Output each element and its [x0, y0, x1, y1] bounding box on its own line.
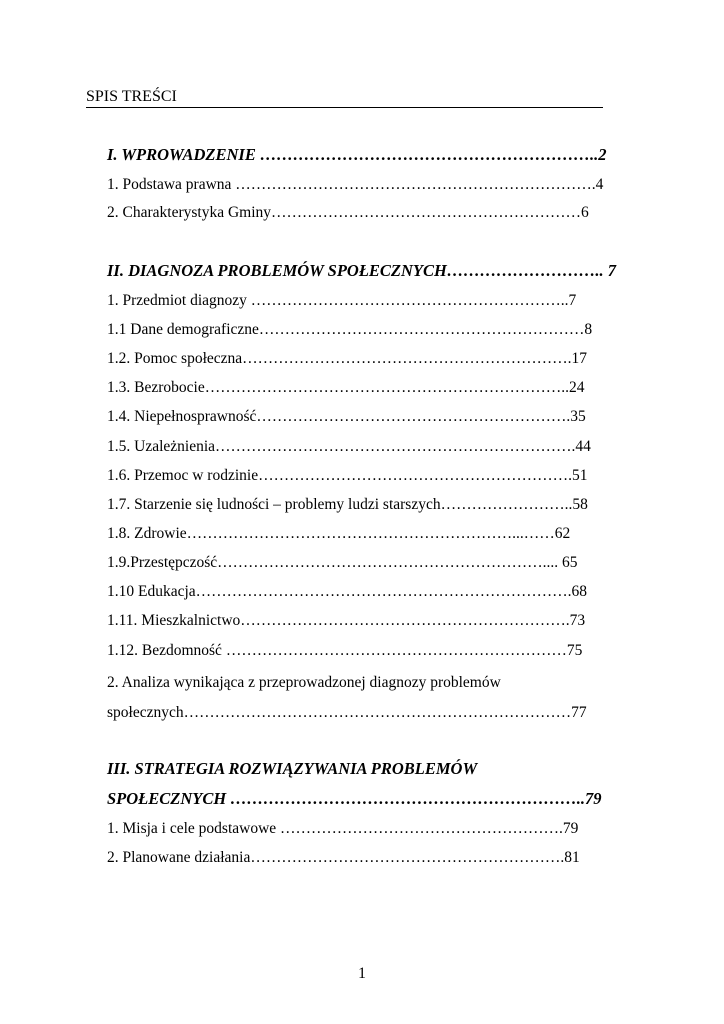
toc-entry: 1.10 Edukacja……………………………………………………………….68 — [107, 583, 588, 600]
toc-entry: 1.3. Bezrobocie……………………………………………………………..24 — [107, 379, 585, 396]
toc-entry: 1.12. Bezdomność …………………………………………………………75 — [107, 642, 583, 659]
toc-entry: 1.9.Przestępczość……………………………………………………….... 65 — [107, 554, 578, 571]
toc-entry: 1. Przedmiot diagnozy ……………………………………………………..7 — [107, 292, 577, 309]
page-number: 1 — [358, 965, 366, 982]
toc-entry: 1.7. Starzenie się ludności – problemy ludzi starszych……………………..58 — [107, 496, 588, 513]
toc-entry: 1.11. Mieszkalnictwo……………………………………………………….73 — [107, 612, 586, 629]
toc-entry: 2. Planowane działania…………………………………………………….81 — [107, 849, 580, 866]
toc-section-2: II. DIAGNOZA PROBLEMÓW SPOŁECZNYCH……………………….. 7 — [107, 261, 616, 280]
toc-entry: 1.6. Przemoc w rodzinie…………………………………………………….51 — [107, 467, 588, 484]
toc-section-1: I. WPROWADZENIE ……………………………………………………..2 — [107, 145, 607, 164]
toc-entry: społecznych…………………………………………………………………77 — [107, 704, 587, 721]
toc-entry: 2. Analiza wynikająca z przeprowadzonej diagnozy problemów — [107, 674, 501, 691]
toc-entry: 1. Misja i cele podstawowe ……………………………………………….79 — [107, 820, 579, 837]
toc-heading: SPIS TREŚCI — [86, 88, 603, 108]
toc-section-3-cont: SPOŁECZNYCH ………………………………………………………..79 — [107, 789, 602, 808]
toc-entry: 2. Charakterystyka Gminy……………………………………………………6 — [107, 204, 589, 221]
toc-entry: 1.2. Pomoc społeczna……………………………………………………….17 — [107, 350, 588, 367]
toc-section-3: III. STRATEGIA ROZWIĄZYWANIA PROBLEMÓW — [107, 759, 478, 778]
toc-entry: 1.4. Niepełnosprawność…………………………………………………….35 — [107, 408, 586, 425]
toc-entry: 1.5. Uzależnienia…………………………………………………………….44 — [107, 438, 591, 455]
toc-entry: 1.8. Zdrowie………………………………………………………...……62 — [107, 525, 571, 542]
toc-entry: 1.1 Dane demograficzne………………………………………………………8 — [107, 321, 593, 338]
toc-entry: 1. Podstawa prawna …………………………………………………………….4 — [107, 176, 604, 193]
